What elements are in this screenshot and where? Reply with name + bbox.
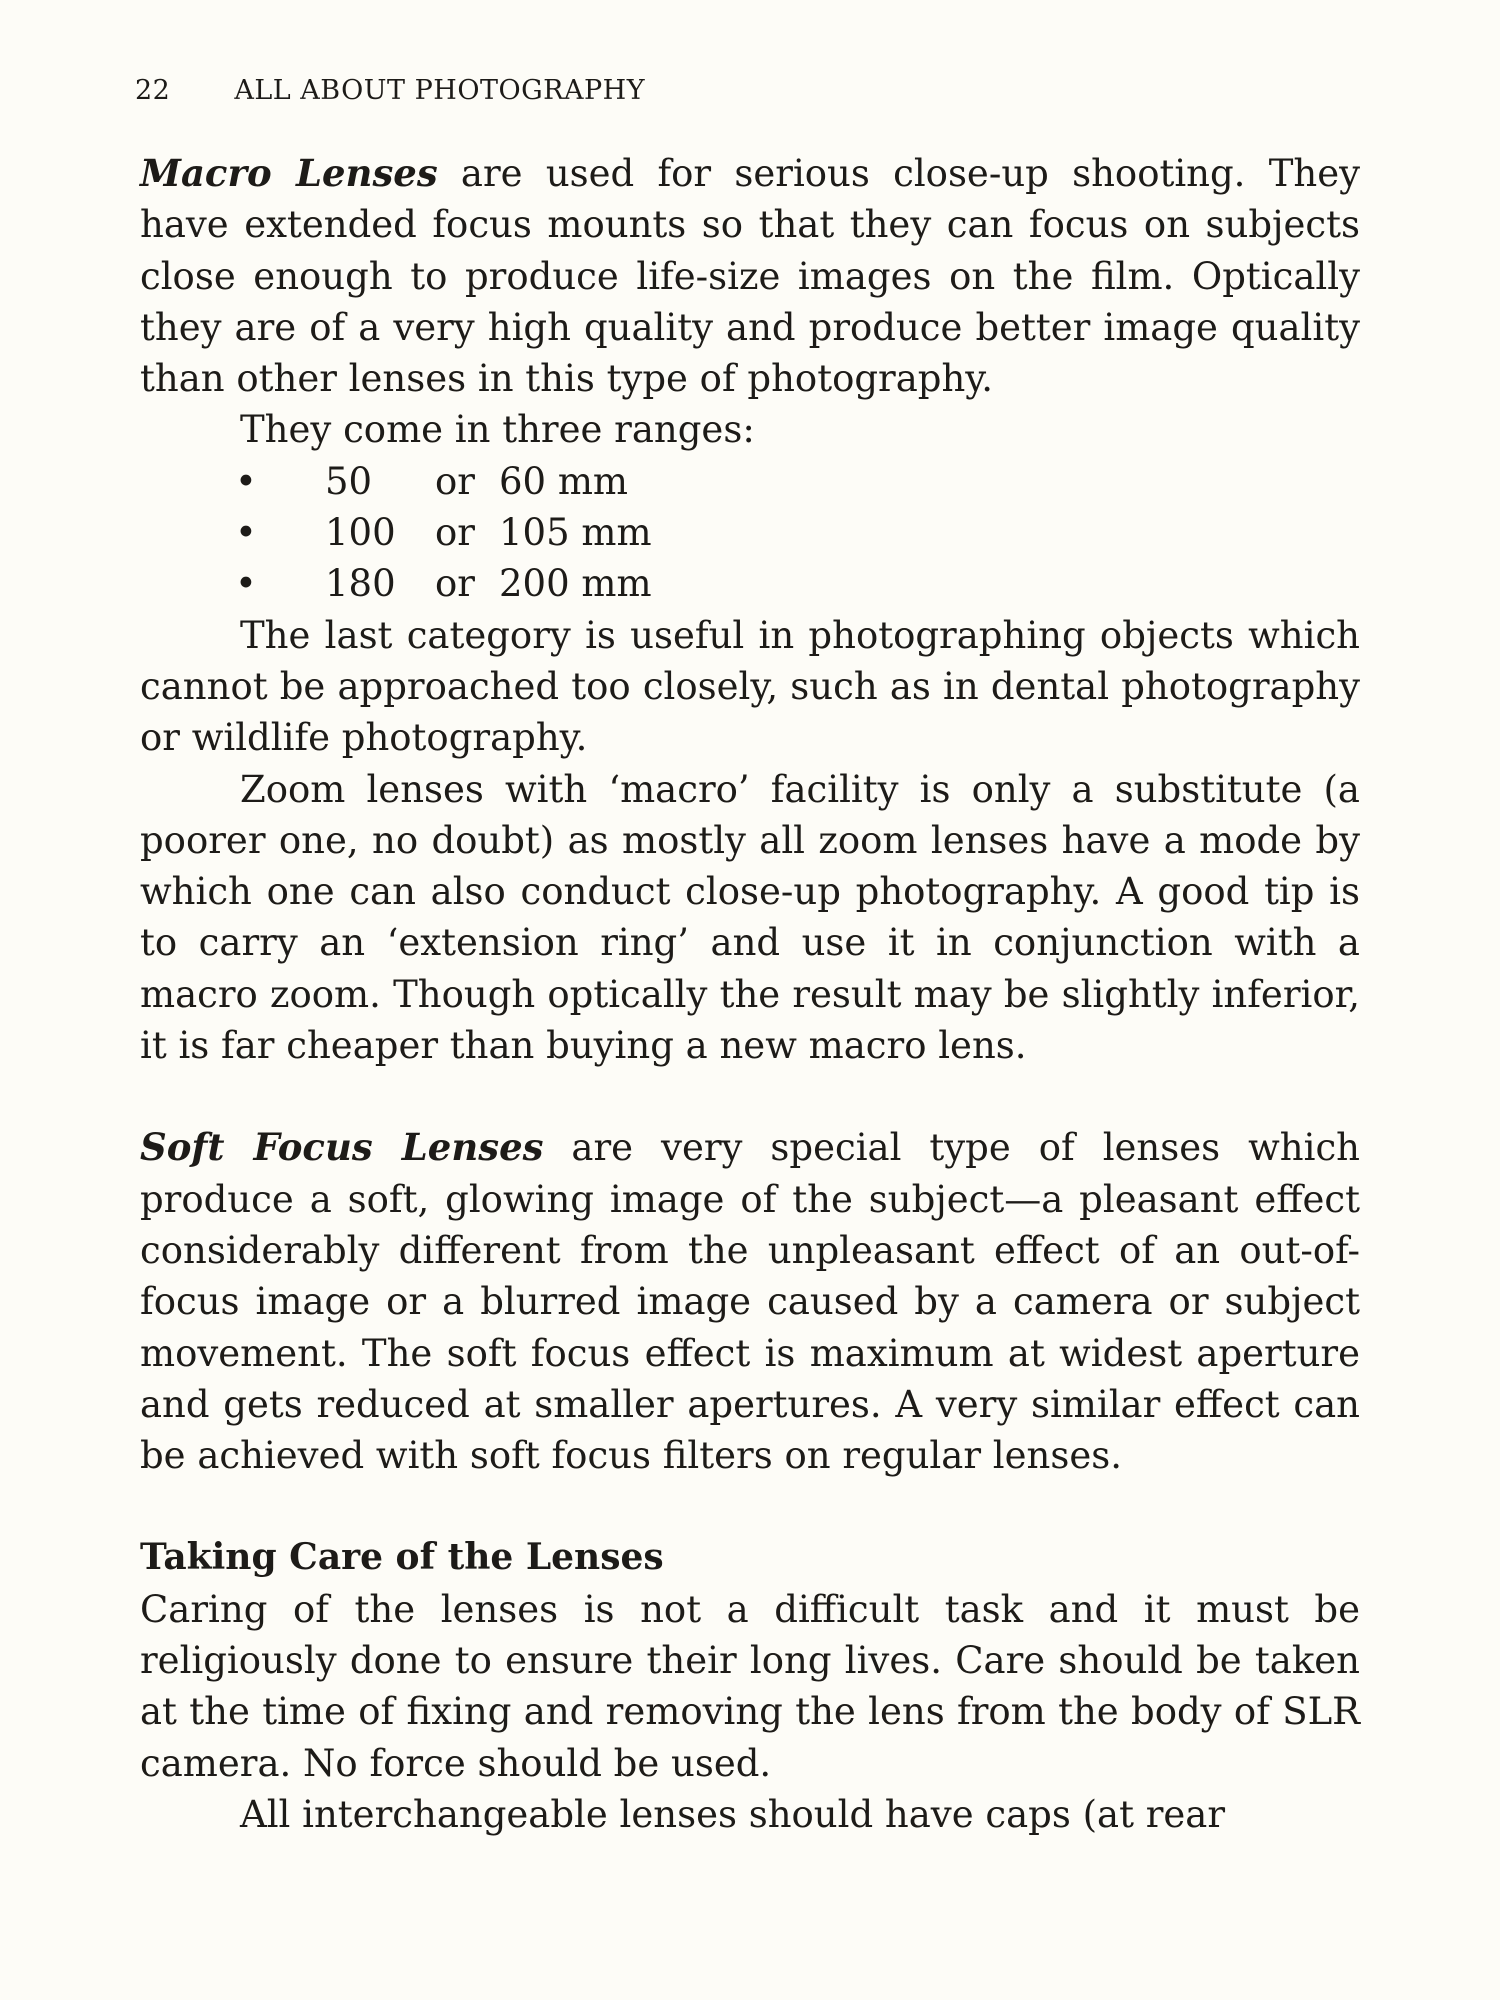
body-text (140, 148, 1360, 1840)
macro-term: Macro Lenses (140, 151, 438, 195)
last-category-paragraph: The last category is useful in photographing objects which cannot be approached too closely, such as in dental photography or wildlife photography. (140, 613, 1360, 760)
caps-paragraph: All interchangeable lenses should have caps (at rear (240, 1792, 1226, 1836)
range-to: 60 mm (499, 459, 629, 503)
bullet: • (235, 511, 257, 555)
range-from: 180 (325, 562, 396, 606)
paragraph-gap (140, 1481, 1360, 1532)
running-head (135, 75, 1360, 106)
macro-paragraph (140, 148, 1360, 404)
ranges-intro: They come in three ranges: (240, 408, 755, 452)
list-item (140, 456, 1360, 507)
page-number: 22 (135, 75, 171, 106)
book-title: ALL ABOUT PHOTOGRAPHY (234, 75, 646, 106)
range-to: 105 mm (499, 511, 652, 555)
paragraph-gap (140, 1071, 1360, 1122)
range-or: or (435, 459, 475, 503)
range-to: 200 mm (499, 562, 652, 606)
list-item (140, 507, 1360, 558)
bullet: • (235, 562, 257, 606)
list-item (140, 558, 1360, 609)
range-or: or (435, 562, 475, 606)
zoom-paragraph: Zoom lenses with ‘macro’ facility is only a substitute (a poorer one, no doubt) as mostly all zoom lenses have a mode by which one can also conduct close-up photography. A good tip is to carry an ‘extension ring’ and use it in conjunction with a macro zoom. Though optically the result may be slightly inferior, it is far cheaper than buying a new macro lens. (140, 767, 1360, 1068)
bullet: • (235, 459, 257, 503)
soft-focus-paragraph (140, 1122, 1360, 1481)
section-heading: Taking Care of the Lenses (140, 1536, 664, 1579)
range-from: 100 (325, 511, 396, 555)
macro-intro: are used for serious close-up shooting. They have extended focus mounts so that they can focus on subjects close enough to produce life-size images on the film. Optically they are of a very high quality and produce better image quality than other lenses in this type of photography. (140, 152, 1361, 401)
soft-focus-term: Soft Focus Lenses (140, 1125, 544, 1170)
range-or: or (435, 511, 475, 555)
care-paragraph: Caring of the lenses is not a difficult task and it must be religiously done to ensure their long lives. Care should be taken at the time of fixing and removing the lens from the body of SLR camera. No force should be used. (140, 1587, 1360, 1785)
ranges-list (140, 456, 1360, 610)
range-from: 50 (325, 459, 373, 503)
soft-focus-text: are very special type of lenses which produce a soft, glowing image of the subject—a pleasant effect considerably different from the unpleasant effect of an out-of-focus image or a blurred image caused by a camera or subject movement. The soft focus effect is maximum at widest aperture and gets reduced at smaller apertures. A very similar effect can be achieved with soft focus filters on regular lenses. (140, 1126, 1360, 1478)
